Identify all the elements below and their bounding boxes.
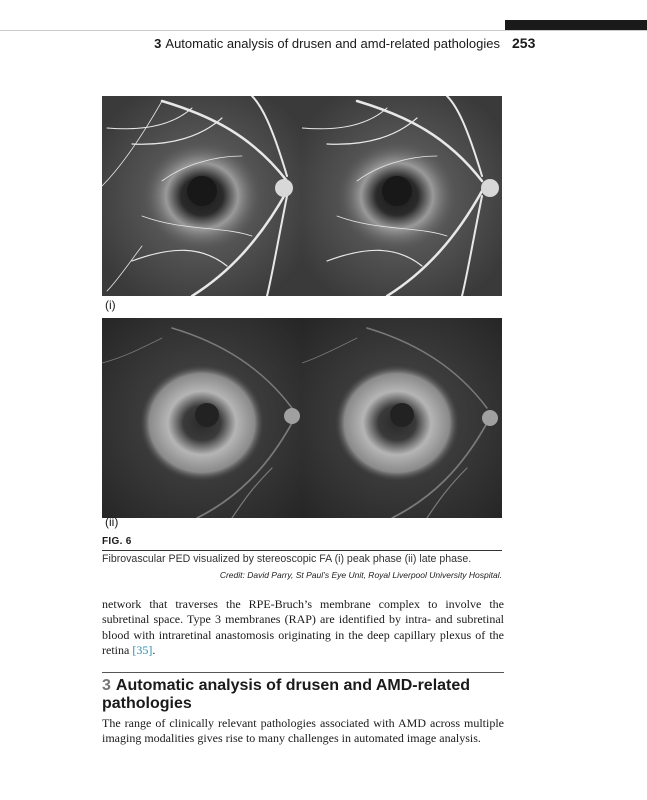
figure-credit: Credit: David Parry, St Paul’s Eye Unit, Royal Liverpool University Hospital.	[219, 570, 502, 580]
figure-caption: Fibrovascular PED visualized by stereoscopic FA (i) peak phase (ii) late phase.	[102, 553, 472, 565]
header-accent-bar	[505, 20, 647, 30]
figure-row-peak-phase	[102, 96, 502, 296]
running-head-title: Automatic analysis of drusen and amd-related pathologies	[165, 36, 500, 51]
figure-label: FIG. 6	[102, 536, 132, 547]
section-heading-number: 3	[102, 677, 111, 694]
figure-row-late-phase	[102, 318, 502, 518]
panel-label-ii: (ii)	[105, 515, 119, 529]
section-rule	[102, 672, 504, 673]
citation-link-35[interactable]: [35]	[132, 643, 153, 658]
angiogram-peak-right-image	[302, 96, 502, 296]
figure-caption-rule	[102, 550, 502, 551]
paragraph-1-end: .	[152, 643, 156, 658]
angiogram-late-right-image	[302, 318, 502, 518]
section-heading	[102, 677, 504, 713]
section-heading-title: Automatic analysis of drusen and AMD-related pathologies	[102, 677, 471, 712]
angiogram-late-left-image	[102, 318, 302, 518]
body-paragraph-2: The range of clinically relevant pathologies associated with AMD across multiple imaging modalities gives rise to many challenges in automated image analysis.	[102, 716, 504, 746]
angiogram-peak-left-image	[102, 96, 302, 296]
panel-label-i: (i)	[105, 298, 116, 312]
body-paragraph-1	[102, 597, 504, 659]
running-head-section-number: 3	[154, 36, 162, 51]
running-head	[0, 36, 500, 51]
header-rule	[0, 30, 647, 31]
page-number: 253	[512, 35, 536, 51]
paragraph-1-text: network that traverses the RPE-Bruch’s membrane complex to involve the subretinal space. Type 3 membranes (RAP) are identified by intra- and subretinal blood with intraretinal anastomosis originating in the deep capillary plexus of the retina	[102, 597, 504, 658]
